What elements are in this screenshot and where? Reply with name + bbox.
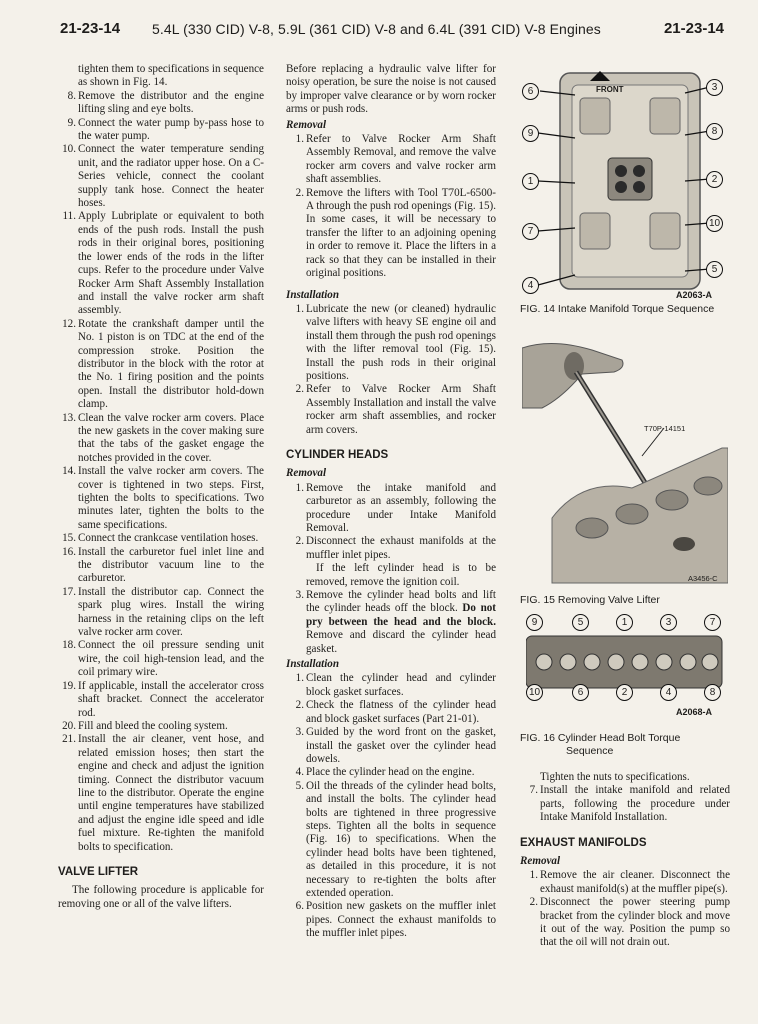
- valve-lifter-removal-illustration: [522, 338, 728, 586]
- list-item: 10. Connect the water temperature sending unit, and the radiator upper hose. On a C-Series vehicle, connect the coolant supply tank hose. Connect the heater hoses.: [62, 143, 264, 210]
- list-item: 15. Connect the crankcase ventilation hoses.: [62, 532, 259, 545]
- steps-list: [520, 784, 730, 824]
- list-item: 3. Remove the cylinder head bolts and lift the cylinder heads off the block. Do not pry between the head and the block. Remove and discard the cylinder head gasket.: [295, 589, 496, 655]
- callout-number: 4: [522, 277, 539, 294]
- list-item: 13. Clean the valve rocker arm covers. Place the new gaskets in the cover making sure that the tabs of the gasket engage the notches provided in the cover.: [62, 411, 264, 464]
- list-item: 3. Guided by the word front on the gasket, install the gasket over the cylinder head dowels.: [295, 726, 496, 765]
- subsection-heading: Installation: [286, 288, 340, 301]
- list-item: 8. Remove the distributor and the engine lifting sling and eye bolts.: [67, 89, 264, 116]
- section-heading: CYLINDER HEADS: [286, 448, 389, 461]
- paragraph: The following procedure is applicable for removing one or all of the valve lifters.: [58, 884, 264, 910]
- list-item: 2. Check the flatness of the cylinder head and block gasket surfaces (Part 21-01).: [295, 699, 496, 725]
- steps-list: [286, 672, 496, 940]
- list-item: 11. Apply Lubriplate or equivalent to both ends of the push rods. Install the push rods in their original bores, positioning the lower ends of the rods in the lifter cups. Refer to the procedure under Valve Rocker Arm Shaft Assembly Installation and install the valve rocker arm shaft assembly.: [62, 210, 264, 317]
- steps-list: [58, 90, 264, 854]
- running-title: 5.4L (330 CID) V-8, 5.9L (361 CID) V-8 and 6.4L (391 CID) V-8 Engines: [152, 21, 601, 37]
- list-item: 14. Install the valve rocker arm covers. The cover is tightened in two steps. First, tighten the bolts to specifications. Two minutes later, tighten the bolts to the same specifications.: [62, 465, 264, 531]
- list-item: 19. If applicable, install the accelerator cross shaft bracket. Connect the accelerator rod.: [62, 679, 264, 719]
- callout-number: 7: [522, 223, 539, 240]
- figure-caption: FIG. 15 Removing Valve Lifter: [520, 593, 660, 606]
- list-item: 1. Remove the air cleaner. Disconnect the exhaust manifold(s) at the muffler pipe(s).: [529, 869, 730, 895]
- callout-number: 9: [526, 614, 543, 631]
- list-item: 6. Position new gaskets on the muffler inlet pipes. Connect the exhaust manifolds to the muffler inlet pipes.: [295, 900, 496, 940]
- callout-number: 9: [522, 125, 539, 142]
- front-label: FRONT: [596, 85, 624, 94]
- figure-caption: FIG. 16 Cylinder Head Bolt Torque Sequence: [520, 732, 681, 757]
- paragraph: Before replacing a hydraulic valve lifter for noisy operation, be sure the noise is not caused by improper valve clearance or by worn rocker arms or push rods.: [286, 63, 496, 116]
- section-heading: EXHAUST MANIFOLDS: [520, 836, 647, 849]
- column-1: [58, 63, 264, 911]
- section-heading: VALVE LIFTER: [58, 865, 139, 878]
- callout-number: 4: [660, 684, 677, 701]
- page-header: [0, 0, 758, 40]
- callout-number: 5: [706, 261, 723, 278]
- callout-number: 6: [572, 684, 589, 701]
- figure-15: [520, 338, 730, 586]
- list-item: 4. Place the cylinder head on the engine.: [295, 766, 475, 779]
- figure-14: [520, 63, 730, 299]
- callout-number: 2: [706, 171, 723, 188]
- callout-number: 3: [660, 614, 677, 631]
- callout-number: 1: [522, 173, 539, 190]
- list-item: 1. Remove the intake manifold and carburetor as an assembly, following the procedure under Intake Manifold Removal.: [295, 481, 496, 534]
- subsection-heading: Installation: [286, 658, 340, 671]
- callout-number: 8: [704, 684, 721, 701]
- list-item: 18. Connect the oil pressure sending unit wire, the coil high-tension lead, and the coil primary wire.: [62, 639, 264, 679]
- list-item: 20. Fill and bleed the cooling system.: [62, 719, 228, 732]
- list-item: 2. Disconnect the power steering pump bracket from the cylinder block and move it out of the way. Position the pump so that the oil will not drain out.: [529, 896, 730, 949]
- subsection-heading: Removal: [286, 467, 327, 480]
- list-item: 17. Install the distributor cap. Connect the spark plug wires. Install the wiring harness in the retaining clips on the left valve rocker arm cover.: [62, 585, 264, 639]
- list-item: 1. Refer to Valve Rocker Arm Shaft Assembly Removal, and remove the valve rocker arm covers and valve rocker arm shaft assemblies.: [295, 133, 496, 186]
- subsection-heading: Removal: [520, 855, 561, 868]
- callout-number: 10: [526, 684, 543, 701]
- figure-id: A3456-C: [688, 573, 718, 583]
- callout-number: 10: [706, 215, 723, 232]
- list-item: 2. Remove the lifters with Tool T70L-6500-A through the push rod openings (Fig. 15). In some cases, it will be necessary to transfer the lifter to an adjoining opening in order to remove it. Place the lifters in a rack so that they can be installed in their original positions.: [295, 186, 496, 280]
- figure-id: A2068-A: [676, 707, 713, 717]
- list-item: 5. Oil the threads of the cylinder head bolts, and install the bolts. The cylinder head bolts are tightened in three progressive steps. Tighten all the bolts in sequence (Fig. 16) to specifications. When the cylinder head bolts have been tightened, as detailed in this procedure, it is not necessary to re-tighten the bolts after extended operation.: [295, 779, 496, 899]
- figure-id: A2063-A: [676, 290, 713, 300]
- page-number-left: 21-23-14: [60, 20, 121, 37]
- callout-number: 5: [572, 614, 589, 631]
- list-item: 1. Lubricate the new (or cleaned) hydraulic valve lifters with heavy SE engine oil and install them through the push rod openings with the lifter removal tool (Fig. 15). Install the push rods in their original positions.: [295, 302, 496, 382]
- tool-label: T70P-14151: [644, 423, 686, 433]
- callout-number: 6: [522, 83, 539, 100]
- page-number-right: 21-23-14: [663, 20, 724, 37]
- callout-number: 1: [616, 614, 633, 631]
- figure-16: [520, 614, 730, 720]
- list-item: 12. Rotate the crankshaft damper until the No. 1 piston is on TDC at the end of the compression stroke. Position the distributor in the block with the rotor at the No. 1 firing position and the points open. Install the distributor hold-down clamp.: [62, 317, 264, 411]
- callout-number: 2: [616, 684, 633, 701]
- intake-manifold-illustration: [520, 63, 730, 299]
- callout-number: 8: [706, 123, 723, 140]
- subsection-heading: Removal: [286, 118, 327, 131]
- paragraph: Tighten the nuts to specifications.: [540, 771, 690, 783]
- list-item: 9. Connect the water pump by-pass hose to the water pump.: [67, 116, 264, 143]
- callout-number: 7: [704, 614, 721, 631]
- figure-caption: FIG. 14 Intake Manifold Torque Sequence: [520, 303, 715, 315]
- steps-list: [520, 869, 730, 949]
- steps-list: [286, 303, 496, 437]
- list-item: 16. Install the carburetor fuel inlet line and the distributor vacuum line to the carburetor.: [62, 545, 264, 585]
- cylinder-head-illustration: [526, 624, 726, 716]
- list-item: 21. Install the air cleaner, vent hose, and related emission hoses; then start the engine and check and adjust the ignition timing. Connect the distributor vacuum line to the distributor. Operate the engine until engine temperatures have stabilized and adjust the engine idle speed and idle fuel mixture. Re-tighten the manifold bolts to specification.: [62, 733, 264, 853]
- column-2: [286, 63, 496, 941]
- list-item: 2. Refer to Valve Rocker Arm Shaft Assembly Installation and install the valve rocker arm shaft assemblies, and rocker arm covers.: [295, 383, 496, 436]
- column-3: [520, 63, 730, 950]
- paragraph: tighten them to specifications in sequence as shown in Fig. 14.: [78, 63, 264, 89]
- list-item: 1. Clean the cylinder head and cylinder block gasket surfaces.: [295, 672, 496, 698]
- list-item: 2. Disconnect the exhaust manifolds at the muffler inlet pipes. If the left cylinder head is to be removed, remove the ignition coil.: [295, 535, 496, 588]
- steps-list: [286, 133, 496, 280]
- list-item: 7. Install the intake manifold and related parts, following the procedure under Intake Manifold Installation.: [529, 784, 730, 824]
- callout-number: 3: [706, 79, 723, 96]
- steps-list: [286, 482, 496, 656]
